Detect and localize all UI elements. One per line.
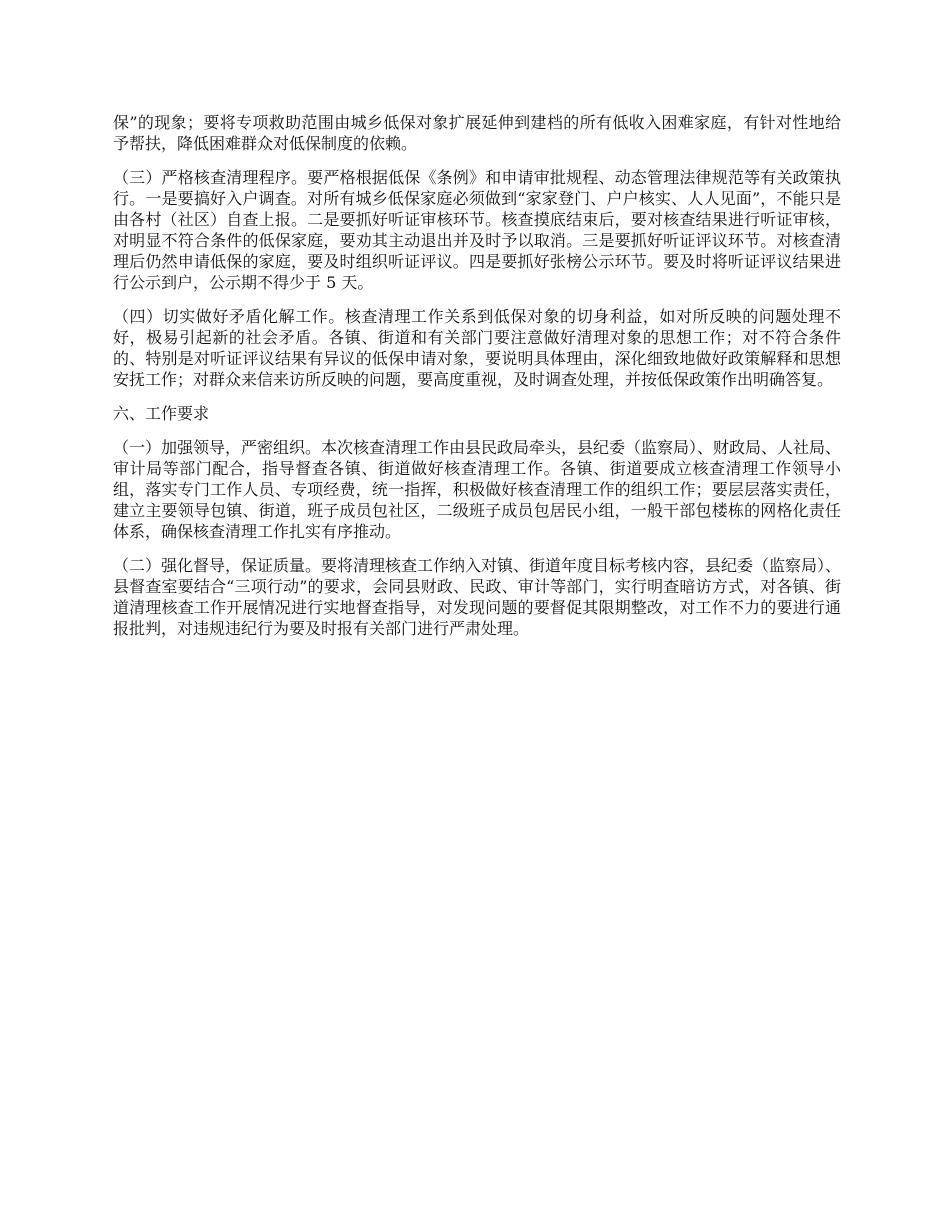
paragraph-conflict-resolution: （四）切实做好矛盾化解工作。核查清理工作关系到低保对象的切身利益，如对所反映的问题处理不好，极易引起新的社会矛盾。各镇、街道和有关部门要注意做好清理对象的思想工作；对不符合条件的、特别是对听证评议结果有异议的低保申请对象，要说明具体理由，深化细致地做好政策解释和思想安抚工作；对群众来信来访所反映的问题，要高度重视，及时调查处理，并按低保政策作出明确答复。 bbox=[113, 307, 841, 389]
paragraph-review-procedure: （三）严格核查清理程序。要严格根据低保《条例》和申请审批规程、动态管理法律规范等有关政策执行。一是要搞好入户调查。对所有城乡低保家庭必须做到“家家登门、户户核实、人人见面”，不能只是由各村（社区）自查上报。二是要抓好听证审核环节。核查摸底结束后，要对核查结果进行听证审核，对明显不符合条件的低保家庭，要劝其主动退出并及时予以取消。三是要抓好听证评议环节。对核查清理后仍然申请低保的家庭，要及时组织听证评议。四是要抓好张榜公示环节。要及时将听证评议结果进行公示到户，公示期不得少于 5 天。 bbox=[113, 168, 841, 292]
section-heading: 六、工作要求 bbox=[113, 404, 210, 423]
document-page bbox=[113, 112, 841, 652]
paragraph-requirement-leadership: （一）加强领导，严密组织。本次核查清理工作由县民政局牵头，县纪委（监察局）、财政局、人社局、审计局等部门配合，指导督查各镇、街道做好核查清理工作。各镇、街道要成立核查清理工作领导小组，落实专门工作人员、专项经费，统一指挥，积极做好核查清理工作的组织工作；要层层落实责任，建立主要领导包镇、街道，班子成员包社区，二级班子成员包居民小组，一般干部包楼栋的网格化责任体系，确保核查清理工作扎实有序推动。 bbox=[113, 438, 842, 541]
paragraph-requirement-supervision: （二）强化督导，保证质量。要将清理核查工作纳入对镇、街道年度目标考核内容，县纪委（监察局）、县督查室要结合“三项行动”的要求，会同县财政、民政、审计等部门，实行明查暗访方式，对各镇、街道清理核查工作开展情况进行实地督查指导，对发现问题的要督促其限期整改，对工作不力的要进行通报批判，对违规违纪行为要及时报有关部门进行严肃处理。 bbox=[113, 556, 842, 638]
paragraph-continuation: 保”的现象；要将专项救助范围由城乡低保对象扩展延伸到建档的所有低收入困难家庭，有针对性地给予帮扶，降低困难群众对低保制度的依赖。 bbox=[113, 113, 841, 153]
